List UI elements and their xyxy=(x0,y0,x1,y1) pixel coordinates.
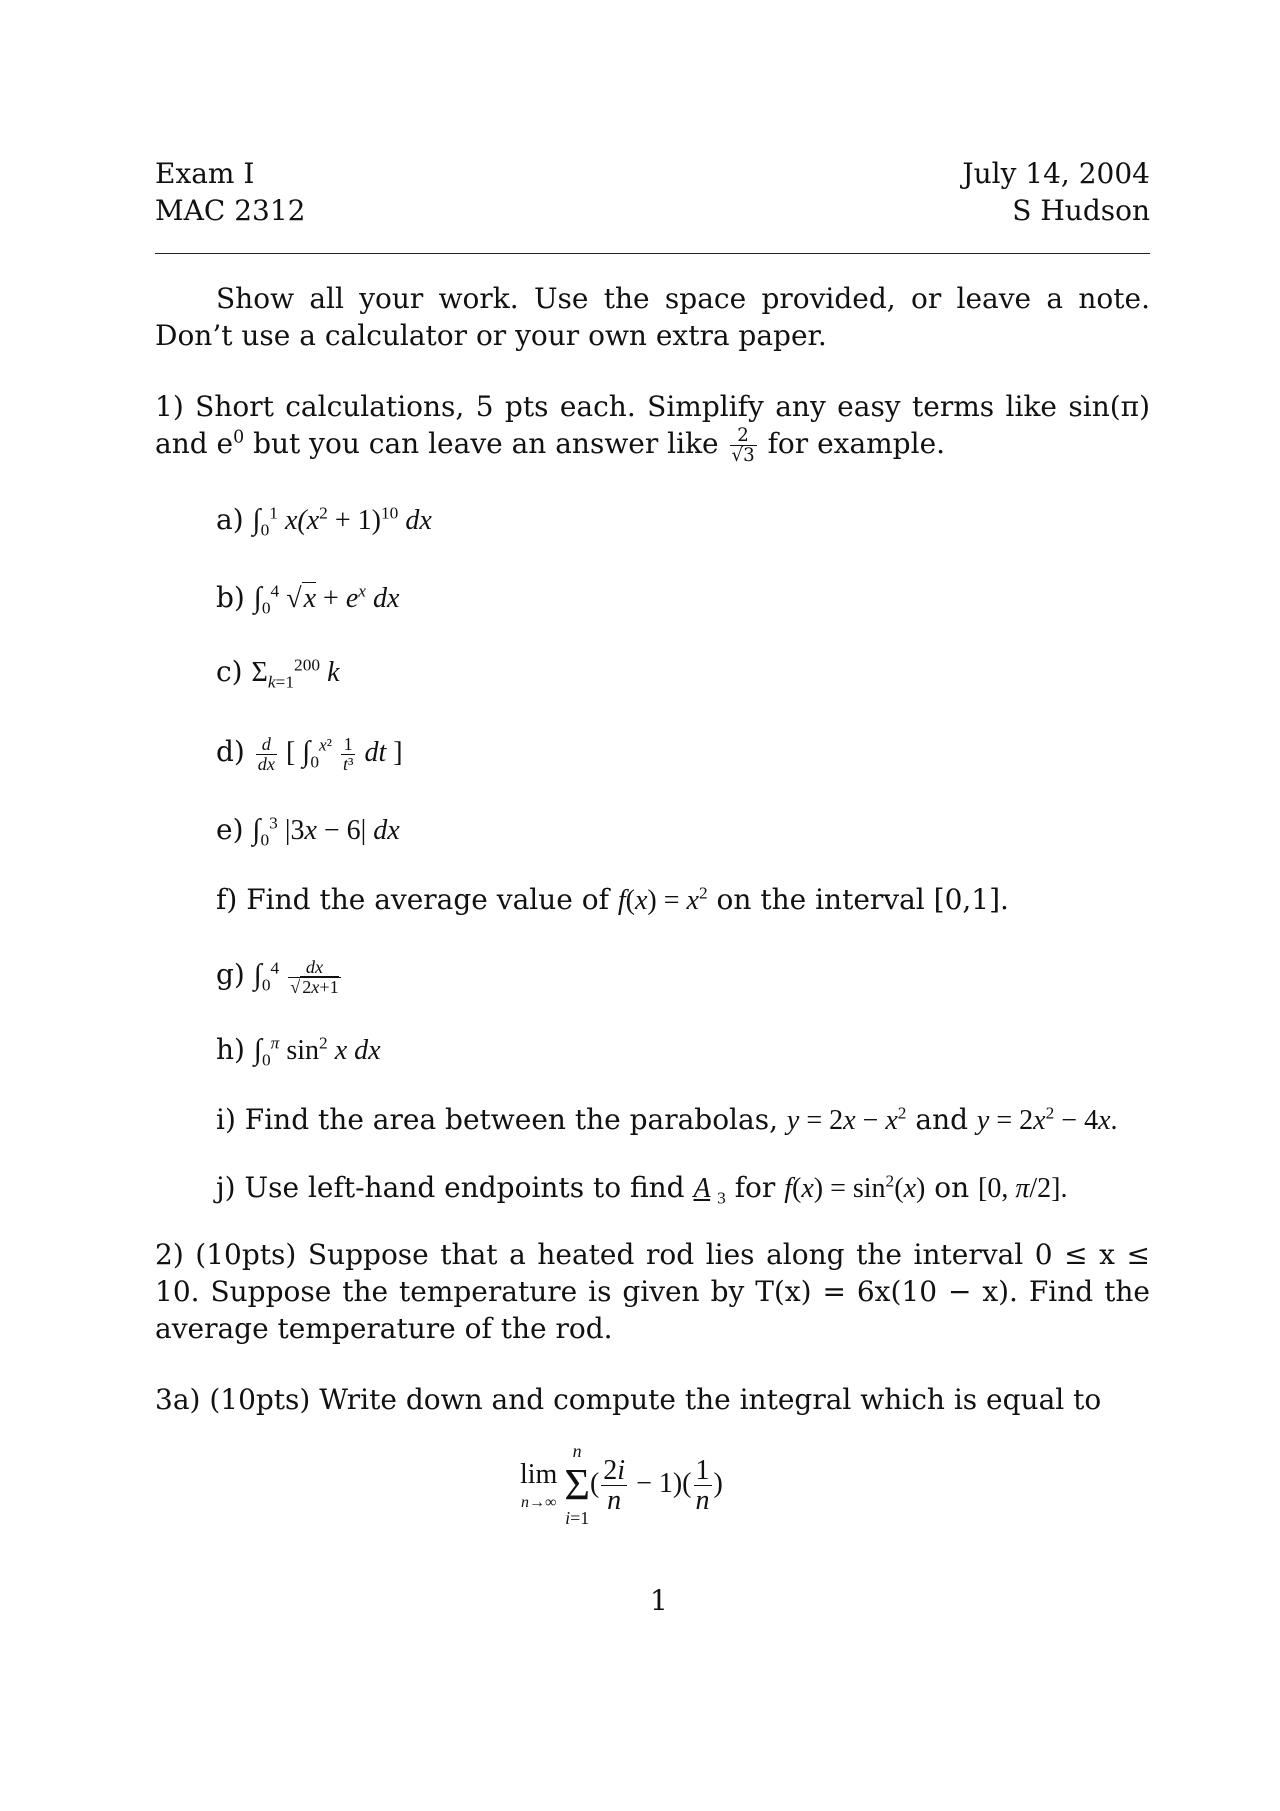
item-b-label: b) xyxy=(216,581,245,614)
item-j-interval: [0, π/2]. xyxy=(978,1173,1068,1204)
item-i-and: and xyxy=(906,1103,977,1136)
q1-item-f xyxy=(216,880,1009,921)
header-divider xyxy=(155,253,1150,254)
item-a-label: a) xyxy=(216,503,244,536)
q1-intro-part2: but you can leave an answer like xyxy=(244,427,728,460)
item-c-expression: $\Sigma_{k=1}^{200}$ k xyxy=(251,655,340,692)
item-g-label: g) xyxy=(216,958,245,991)
item-e-label: e) xyxy=(216,813,244,846)
q1-item-e xyxy=(216,810,400,851)
header-right xyxy=(962,155,1150,229)
item-j-text1: Use left-hand endpoints to find xyxy=(244,1171,694,1204)
item-a-expression: $\int_0^1$ $x(x^2 + 1)^{10}$ dx xyxy=(252,503,432,540)
question-3a: 3a) (10pts) Write down and compute the integral which is equal to xyxy=(155,1383,1102,1416)
course-code: MAC 2312 xyxy=(155,194,306,227)
q1-intro-sup: 0 xyxy=(233,427,245,448)
item-h-label: h) xyxy=(216,1033,245,1066)
example-fraction xyxy=(730,426,757,465)
item-f-text2: on the interval [0,1]. xyxy=(707,883,1009,916)
q1-item-c xyxy=(216,652,340,693)
question-1-intro xyxy=(155,388,1150,465)
item-d-expression: $\frac{d}{dx}$ [ $\int_0^{x^2}$ $\frac{1}{\text{t³}}$ dt ] xyxy=(257,733,403,775)
item-i-parabola-2: $y = 2x^2 - 4x$. xyxy=(976,1103,1118,1136)
q1-item-d xyxy=(216,732,403,774)
item-f-function: $f(x) = x^2$ xyxy=(617,883,708,916)
item-h-expression: $\int_0^\pi$ $\sin^2 x$ dx xyxy=(253,1033,381,1070)
exam-date: July 14, 2004 xyxy=(962,157,1150,190)
item-j-function: $f(x) = \sin^2(x)$ xyxy=(784,1171,926,1204)
item-b-expression: $\int_0^4$ $√x + e^x$ dx xyxy=(253,581,400,618)
item-c-label: c) xyxy=(216,655,243,688)
q1-item-j xyxy=(216,1168,1068,1209)
item-f-text1: Find the average value of xyxy=(246,883,618,916)
q1-intro-part1: 1) Short calculations, 5 pts each. Simplify any easy terms like sin(π) and e xyxy=(155,390,1150,460)
item-j-on: on xyxy=(925,1171,979,1204)
item-f-label: f) xyxy=(216,883,238,916)
example-fraction-den: √3 xyxy=(731,445,755,466)
exam-title: Exam I xyxy=(155,157,255,190)
q1-item-b xyxy=(216,578,399,619)
item-g-expression: $\int_0^4$ $\frac{dx}{√ 2x+1}$ xyxy=(253,956,339,998)
item-i-parabola-1: $y = 2x - x^2$ xyxy=(786,1103,907,1136)
item-i-label: i) xyxy=(216,1103,236,1136)
q1-intro-part3: for example. xyxy=(758,427,946,460)
limit-expression: lim n→∞ n Σ i=1 ( $\frac{2i}{n}$ − 1)( $\frac{1}{n}$ ) xyxy=(520,1441,723,1529)
item-j-for: for xyxy=(725,1171,785,1204)
item-i-text1: Find the area between the parabolas, xyxy=(244,1103,787,1136)
q1-item-i xyxy=(216,1100,1118,1141)
item-d-label: d) xyxy=(216,735,245,768)
q1-item-h xyxy=(216,1030,381,1071)
q1-item-g xyxy=(216,955,343,997)
page-number: 1 xyxy=(650,1584,668,1617)
instructor-name: S Hudson xyxy=(1012,194,1150,227)
example-fraction-num: 2 xyxy=(730,426,757,446)
item-e-expression: $\int_0^3$ |3x − 6| dx xyxy=(252,813,400,850)
item-j-area-symbol: A $_3$ xyxy=(693,1173,726,1208)
question-2: 2) (10pts) Suppose that a heated rod lies along the interval 0 ≤ x ≤ 10. Suppose the temperature is given by T(x) = 6x(10 − x). Find the average temperature of the rod. xyxy=(155,1238,1150,1345)
instructions: Show all your work. Use the space provided, or leave a note. Don’t use a calculator or your own extra paper. xyxy=(155,282,1150,352)
item-j-label: j) xyxy=(216,1171,236,1204)
q1-item-a xyxy=(216,500,432,541)
header-left xyxy=(155,155,305,229)
